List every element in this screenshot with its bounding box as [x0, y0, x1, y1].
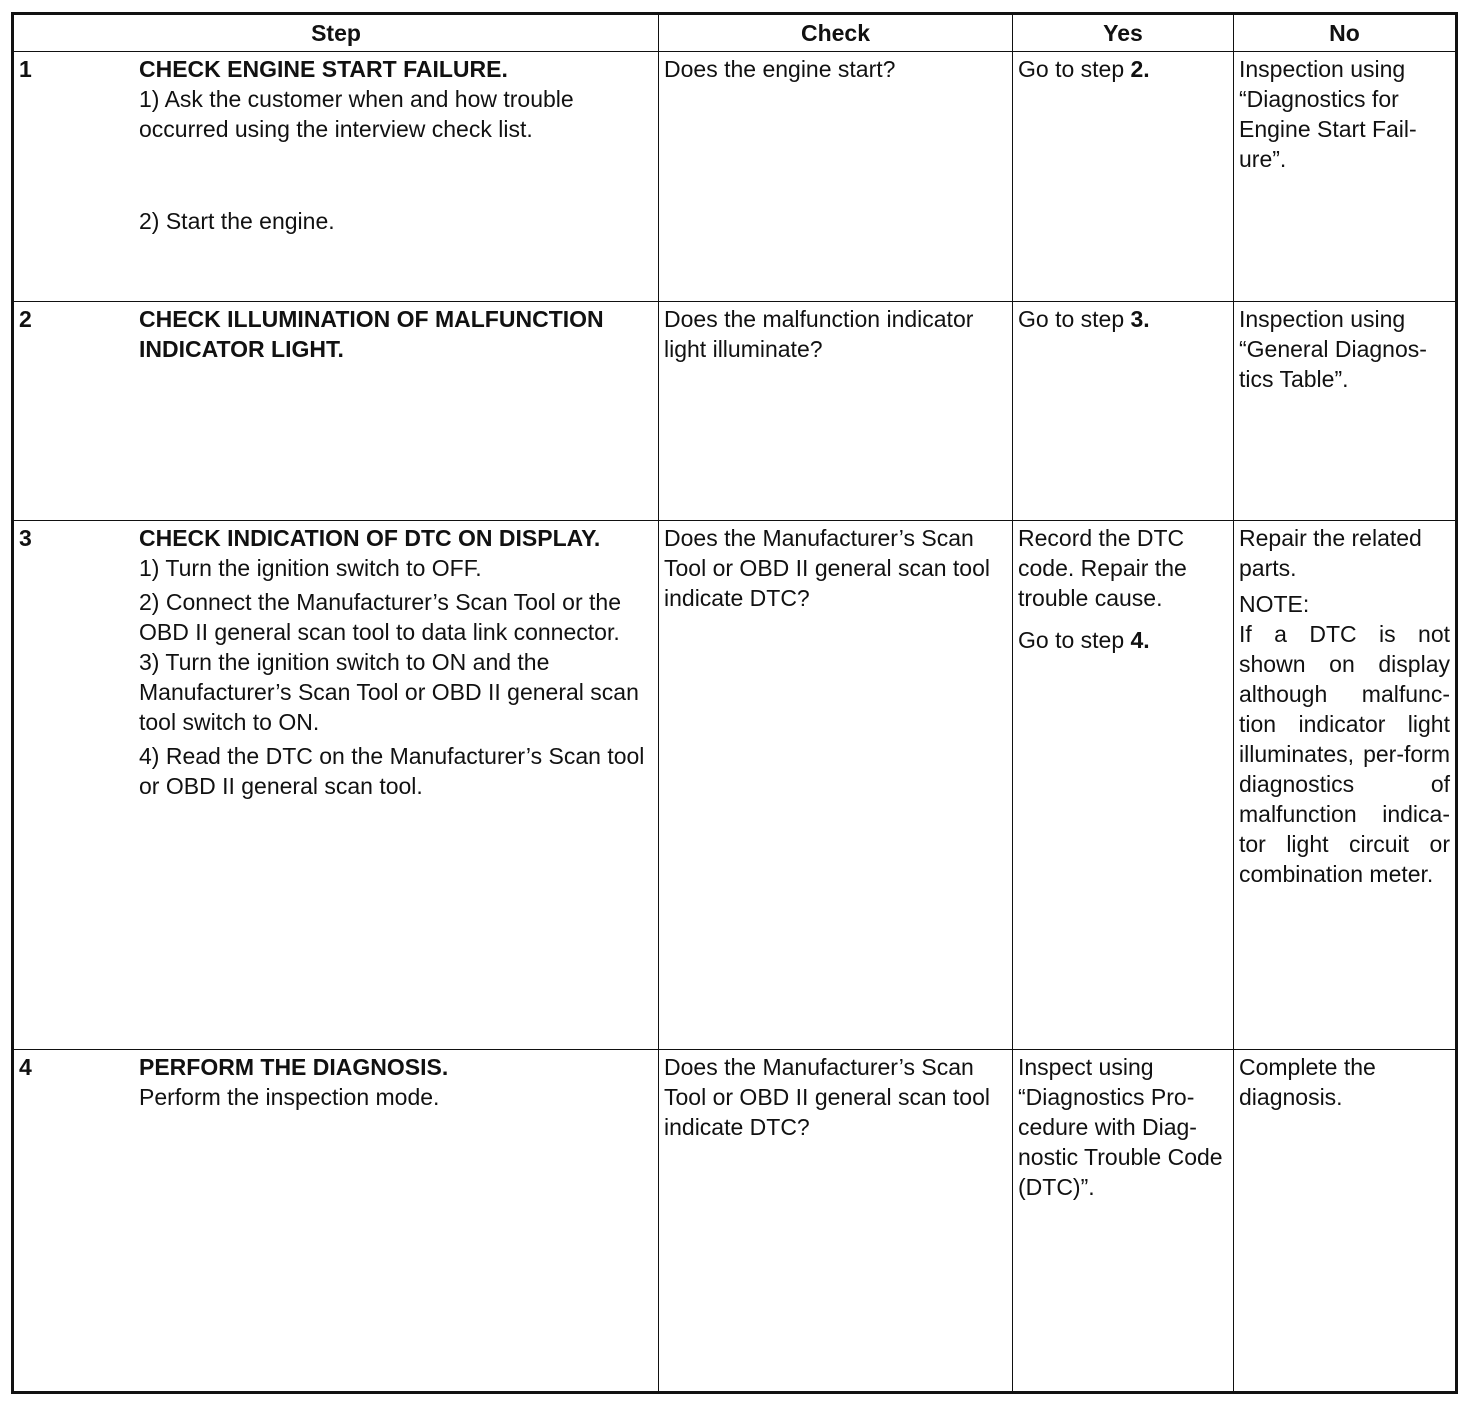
step-cell-1: [13, 52, 659, 302]
table-row-3: [13, 521, 1457, 1050]
header-step: Step: [13, 14, 659, 52]
header-row: [13, 14, 1457, 52]
yes-prefix: Go to step: [1018, 56, 1131, 82]
step-title: CHECK INDICATION OF DTC ON DISPLAY.: [139, 525, 601, 551]
yes-cell-3: [1013, 521, 1234, 1050]
yes-step-ref: 2.: [1130, 56, 1150, 82]
check-cell-3: Does the Manufacturer’s Scan Tool or OBD II general scan tool indicate DTC?: [659, 521, 1013, 1050]
yes-cell-1: [1013, 52, 1234, 302]
substep: 3) Turn the ignition switch to ON and the Manufacturer’s Scan Tool or OBD II general scan tool switch to ON.: [139, 649, 639, 735]
table-row-4: [13, 1050, 1457, 1393]
diagnostic-table: [11, 12, 1458, 1394]
step-number: 2: [19, 306, 32, 332]
no-cell-3: [1234, 521, 1457, 1050]
substep: 2) Start the engine.: [139, 208, 335, 234]
table-row-1: [13, 52, 1457, 302]
step-number: 3: [19, 525, 32, 551]
yes-step-ref: 3.: [1130, 306, 1150, 332]
header-check: Check: [659, 14, 1013, 52]
table-row-2: [13, 302, 1457, 521]
substep: 4) Read the DTC on the Manufacturer’s Scan tool or OBD II general scan tool.: [139, 743, 645, 799]
step-number: 1: [19, 56, 32, 82]
step-cell-3: [13, 521, 659, 1050]
note-text: If a DTC is not shown on display although malfunc-tion indicator light illuminates, per-form diagnostics of malfunction indica-tor light circuit or combination meter.: [1239, 621, 1450, 887]
check-cell-4: Does the Manufacturer’s Scan Tool or OBD II general scan tool indicate DTC?: [659, 1050, 1013, 1393]
yes-cell-4: Inspect using “Diagnostics Pro-cedure with Diag-nostic Trouble Code (DTC)”.: [1013, 1050, 1234, 1393]
header-no: No: [1234, 14, 1457, 52]
step-title: CHECK ILLUMINATION OF MALFUNCTION INDICATOR LIGHT.: [139, 306, 604, 362]
no-text: Repair the related parts.: [1239, 525, 1422, 581]
yes-text: Record the DTC code. Repair the trouble cause.: [1018, 525, 1187, 611]
check-cell-1: Does the engine start?: [659, 52, 1013, 302]
yes-prefix: Go to step: [1018, 306, 1131, 332]
step-title: CHECK ENGINE START FAILURE.: [139, 56, 508, 82]
check-cell-2: Does the malfunction indicator light illuminate?: [659, 302, 1013, 521]
no-cell-2: Inspection using “General Diagnos-tics Table”.: [1234, 302, 1457, 521]
note-label: NOTE:: [1239, 591, 1310, 617]
yes-cell-2: [1013, 302, 1234, 521]
step-title: PERFORM THE DIAGNOSIS.: [139, 1054, 449, 1080]
yes-step-ref: 4.: [1130, 627, 1150, 653]
yes-prefix: Go to step: [1018, 627, 1131, 653]
substep: 2) Connect the Manufacturer’s Scan Tool or the OBD II general scan tool to data link connector.: [139, 589, 622, 645]
step-number: 4: [19, 1054, 32, 1080]
no-cell-4: Complete the diagnosis.: [1234, 1050, 1457, 1393]
step-cell-2: [13, 302, 659, 521]
substep: 1) Ask the customer when and how trouble occurred using the interview check list.: [139, 86, 574, 142]
header-yes: Yes: [1013, 14, 1234, 52]
step-cell-4: [13, 1050, 659, 1393]
substep: 1) Turn the ignition switch to OFF.: [139, 555, 482, 581]
substep: Perform the inspection mode.: [139, 1084, 440, 1110]
no-cell-1: Inspection using “Diagnostics for Engine Start Fail-ure”.: [1234, 52, 1457, 302]
